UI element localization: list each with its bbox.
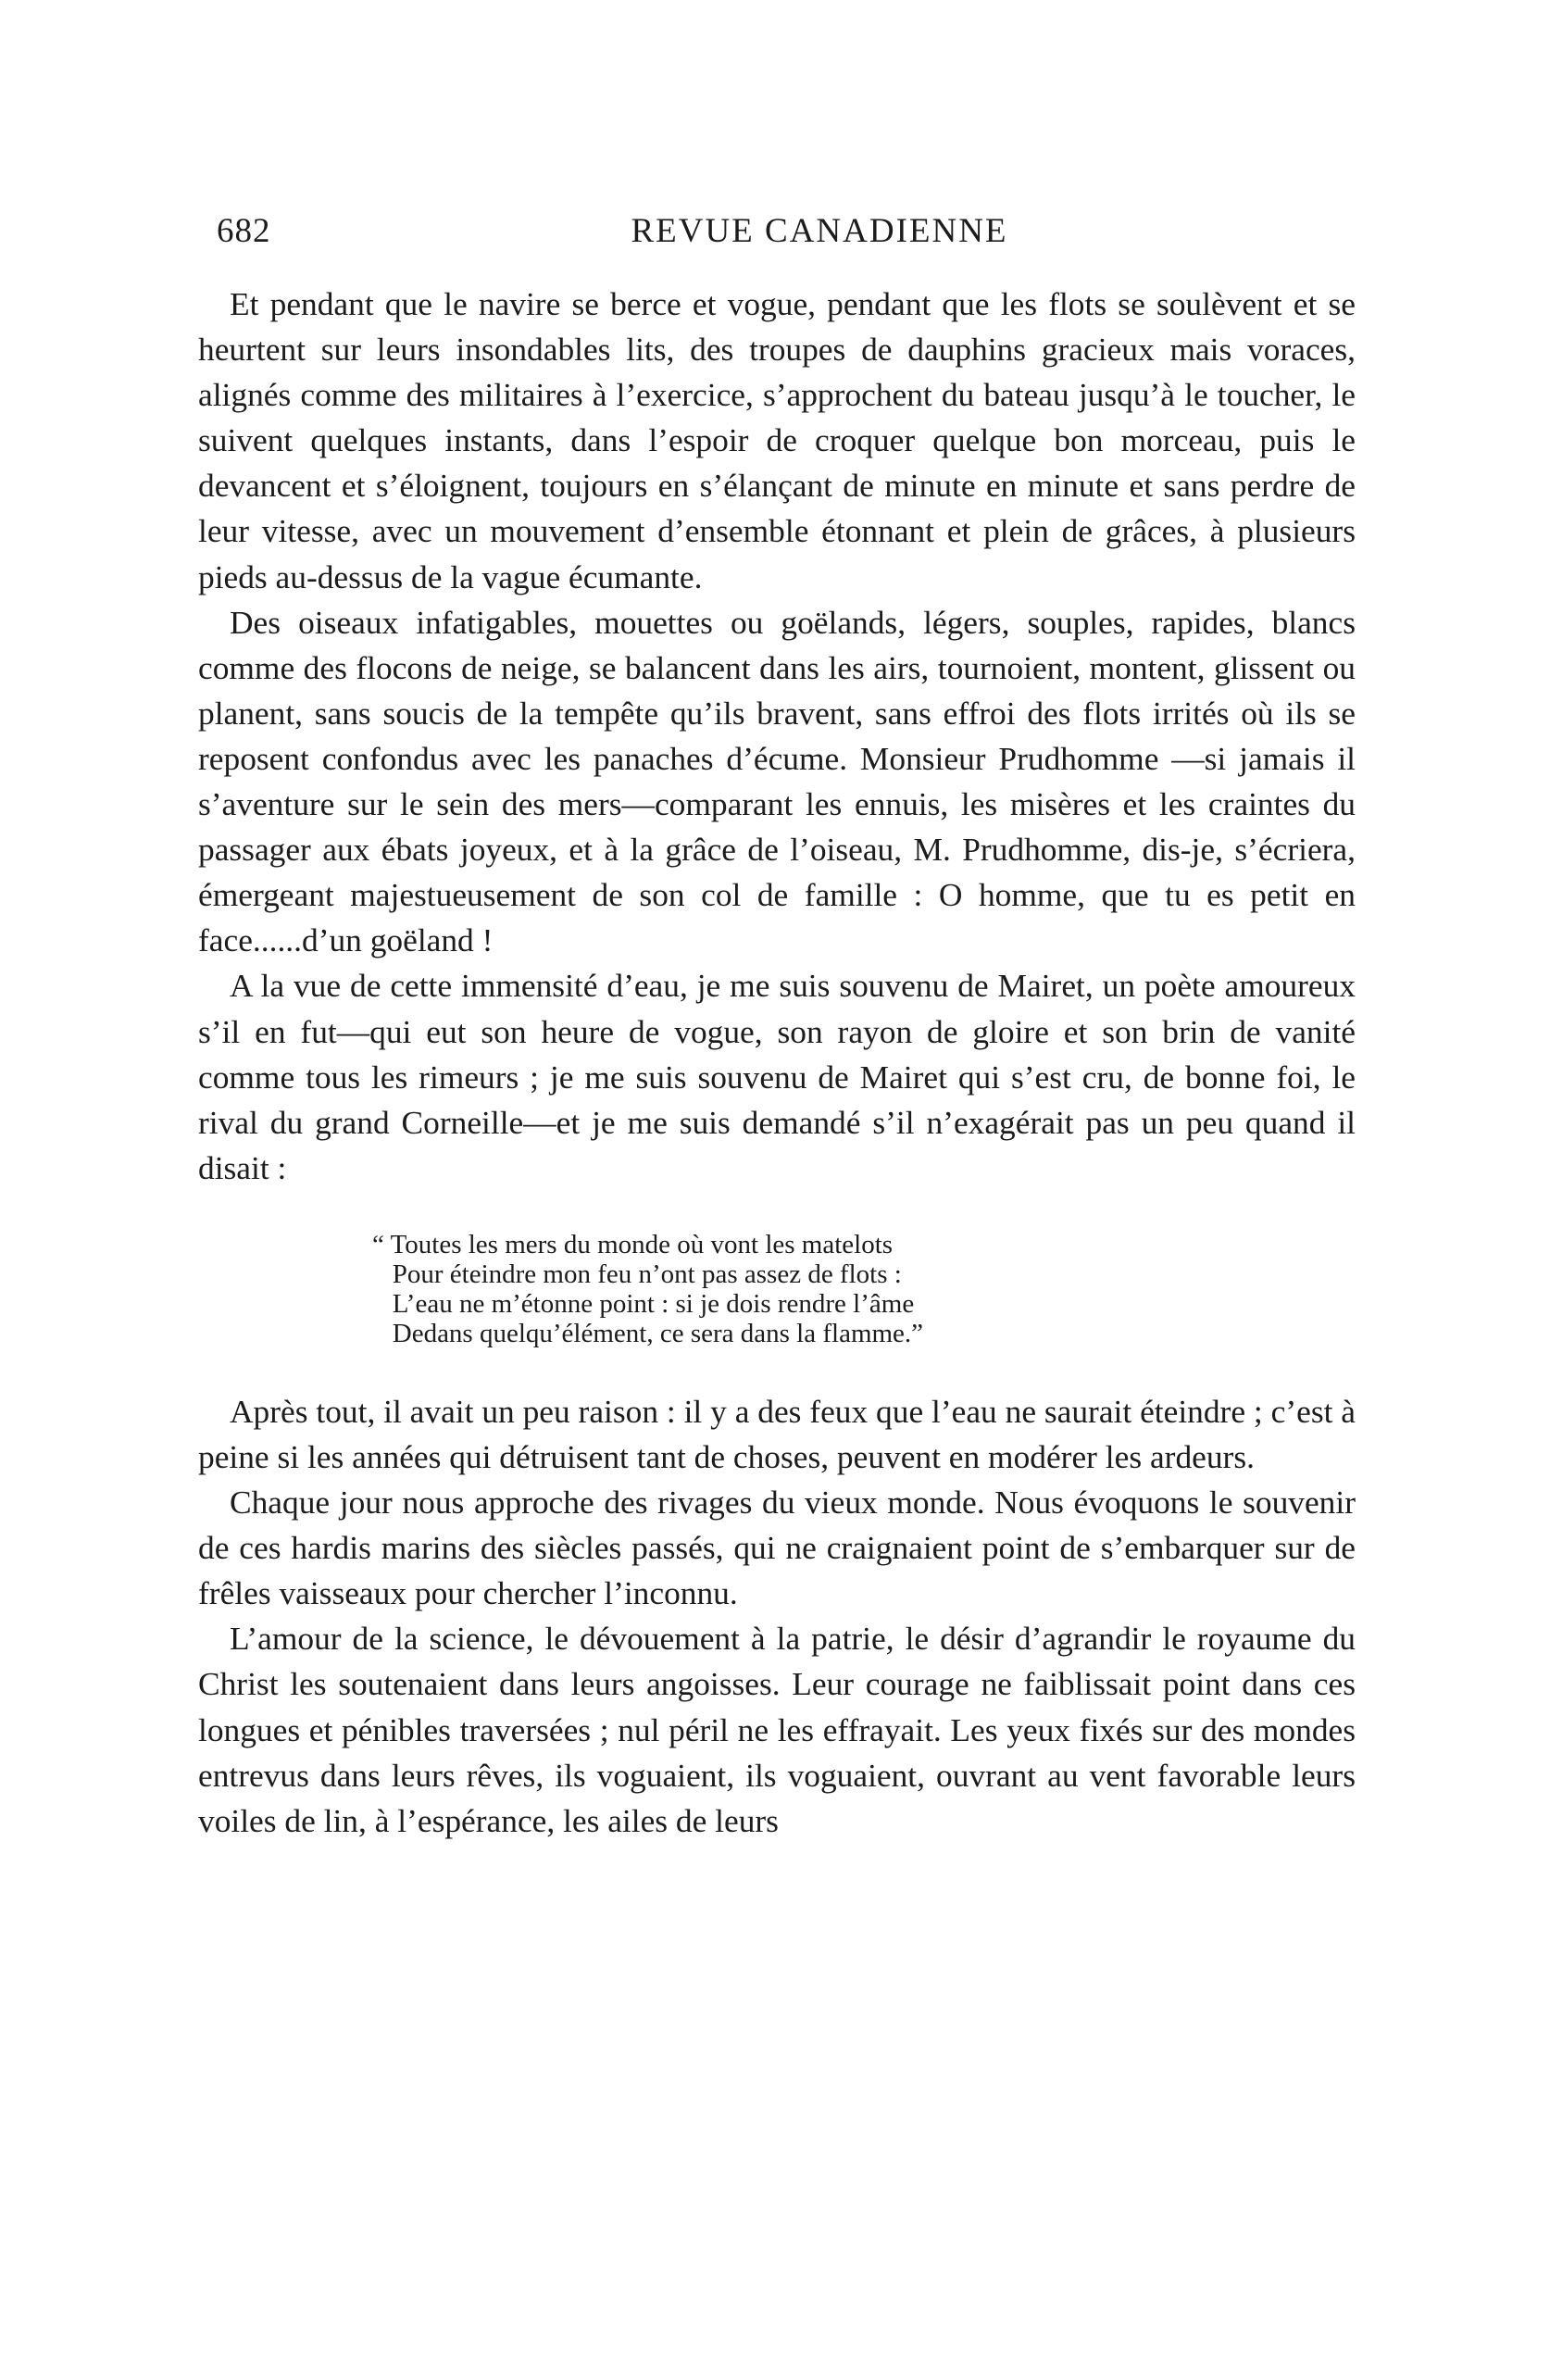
paragraph-mairet: A la vue de cette immensité d’eau, je me suis souvenu de Mairet, un poète amoureux s’il en fut—qui eut son heure de vogue, son rayon de gloire et son brin de vanité comme tous les rimeurs ; je me suis souvenu de Mairet qui s’est cru, de bonne foi, le rival du grand Corneille—et je me suis demandé s’il n’exagérait pas un peu quand il disait : bbox=[198, 967, 1356, 1186]
running-title: REVUE CANADIENNE bbox=[631, 212, 1008, 250]
article-body bbox=[198, 282, 1356, 1844]
poem-verse: “ Toutes les mers du monde où vont les matelots bbox=[372, 1229, 894, 1259]
page-number: 682 bbox=[217, 212, 271, 250]
quoted-poem bbox=[372, 1230, 1356, 1348]
paragraph-dolphins: Et pendant que le navire se berce et vogue, pendant que les flots se soulèvent et se heurtent sur leurs insondables lits, des troupes de dauphins gracieux mais voraces, alignés comme des militaires à l’exercice, s’approchent du bateau jusqu’à le toucher, le suivent quelques instants, dans l’espoir de croquer quelque bon morceau, puis le devancent et s’éloignent, toujours en s’élançant de minute en minute et sans perdre de leur vitesse, avec un mouvement d’ensemble étonnant et plein de grâces, à plusieurs pieds au-dessus de la vague écumante. bbox=[198, 285, 1356, 595]
poem-verse: Pour éteindre mon feu n’ont pas assez de flots : bbox=[372, 1259, 902, 1289]
page-header bbox=[217, 211, 1356, 267]
poem-verse: L’eau ne m’étonne point : si je dois rendre l’âme bbox=[372, 1288, 915, 1319]
paragraph-fire: Après tout, il avait un peu raison : il y a des feux que l’eau ne saurait éteindre ; c’est à peine si les années qui détruisent tant de choses, peuvent en modérer les ardeurs. bbox=[198, 1392, 1356, 1475]
paragraph-explorers: L’amour de la science, le dévouement à la patrie, le désir d’agrandir le royaume du Christ les soutenaient dans leurs angoisses. Leur courage ne faiblissait point dans ces longues et pénibles traversées ; nul péril ne les effrayait. Les yeux fixés sur des mondes entrevus dans leurs rêves, ils voguaient, ils voguaient, ouvrant au vent favorable leurs voiles de lin, à l’espérance, les ailes de leurs bbox=[198, 1620, 1356, 1839]
poem-verse: Dedans quelqu’élément, ce sera dans la flamme.” bbox=[372, 1318, 924, 1348]
paragraph-old-world: Chaque jour nous approche des rivages du vieux monde. Nous évoquons le souvenir de ces hardis marins des siècles passés, qui ne craignaient point de s’embarquer sur de frêles vaisseaux pour chercher l’inconnu. bbox=[198, 1484, 1356, 1612]
paragraph-seabirds: Des oiseaux infatigables, mouettes ou goëlands, légers, souples, rapides, blancs comme des flocons de neige, se balancent dans les airs, tournoient, montent, glissent ou planent, sans soucis de la tempête qu’ils bravent, sans effroi des flots irrités où ils se reposent confondus avec les panaches d’écume. Monsieur Prudhomme —si jamais il s’aventure sur le sein des mers—comparant les ennuis, les misères et les craintes du passager aux ébats joyeux, et à la grâce de l’oiseau, M. Prudhomme, dis-je, s’écriera, émergeant majestueusement de son col de famille : O homme, que tu es petit en face......d’un goëland ! bbox=[198, 603, 1356, 959]
